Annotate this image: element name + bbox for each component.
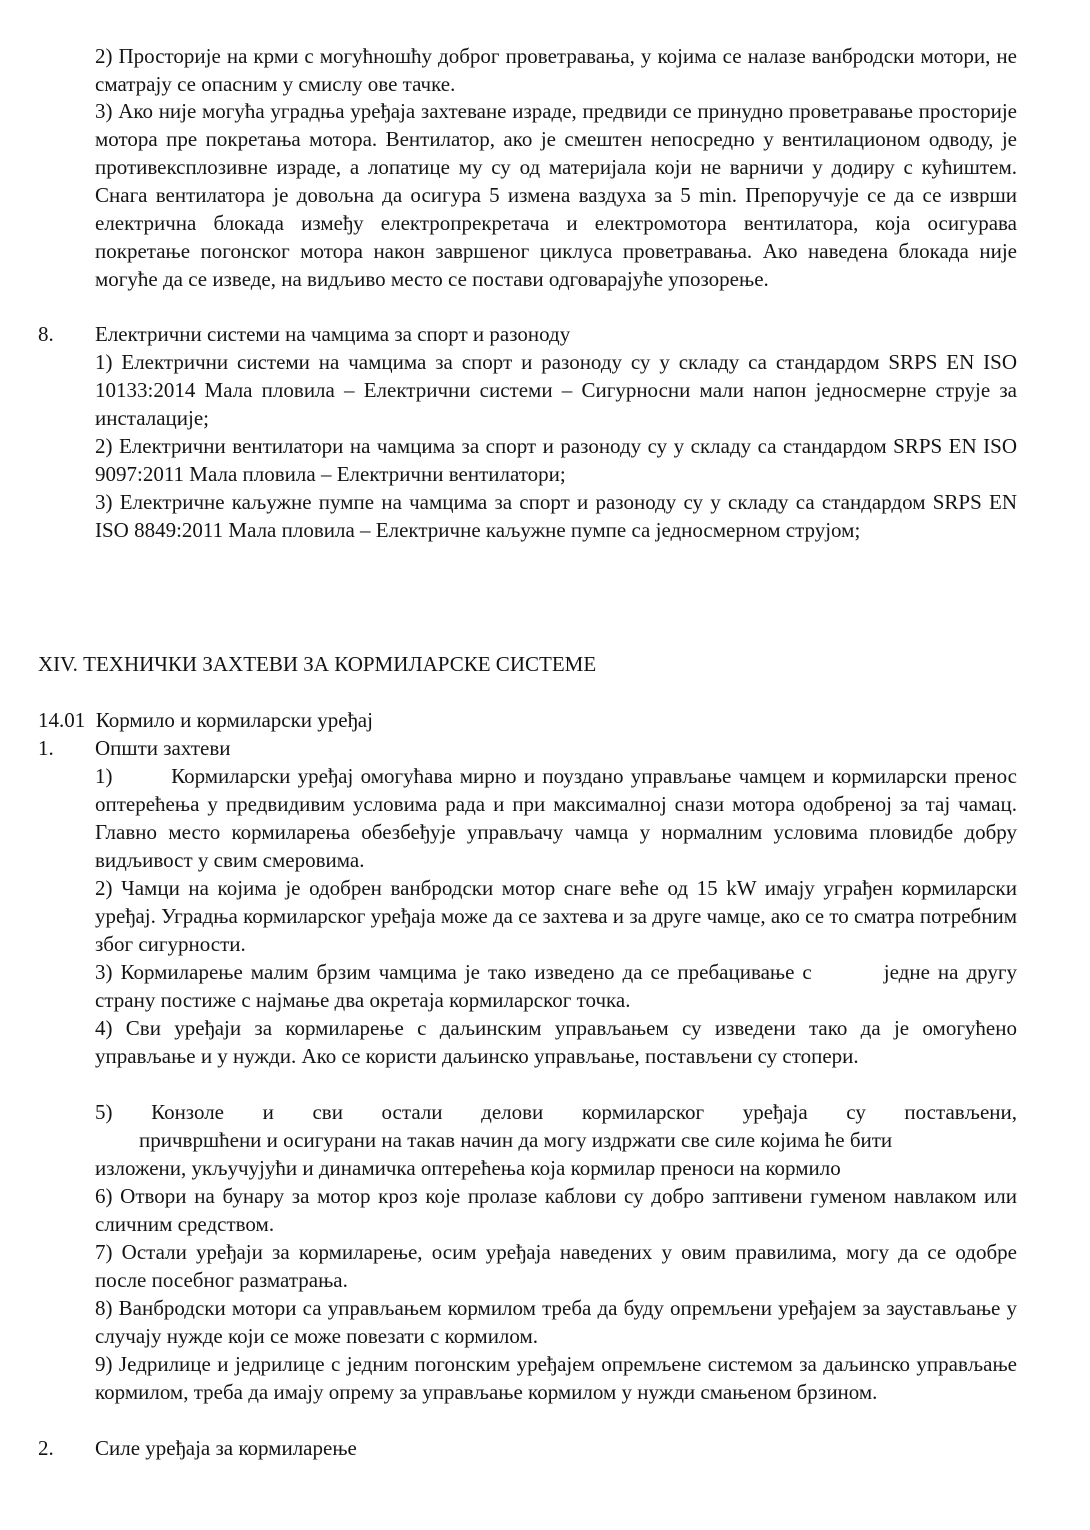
paragraph-item-2-ventilation: 2) Просторије на крми с могућношћу доброг проветравања, у којима се налазе ванбродски мотори, не сматрају се опасним у смислу ове тачке. bbox=[95, 44, 1017, 96]
list-item: 8) Ванбродски мотори са управљањем кормилом треба да буду опремљени уређајем за заустављање у случају нужде који се може повезати с кормилом. bbox=[95, 1296, 1017, 1348]
part-title: Силе уређаја за кормиларење bbox=[95, 1436, 357, 1460]
list-item: 9) Једрилице и једрилице с једним погонским уређајем опремљене системом за даљинско управљање кормилом, треба да имају опрему за управљање кормилом у нужди смањеном брзином. bbox=[95, 1352, 1017, 1404]
list-item: 4) Сви уређаји за кормиларење с даљинским управљањем су изведени тако да је омогућено управљање и у нужди. Ако се користи даљинско управљање, постављени су стопери. bbox=[95, 1016, 1017, 1068]
section-number: 8. bbox=[38, 322, 54, 346]
paragraph-item-3-forced-ventilation: 3) Ако није могућа уградња уређаја захтеване израде, предвиди се принудно проветравање просторије мотора пре покретања мотора. Вентилатор, ако је смештен непосредно у вентилационом одводу, је противексплозивне израде, а лопатице му су од материјала који не варничи у додиру с кућиштем. Снага вентилатора је довољна да осигура 5 измена ваздуха за 5 min. Препоручује се да се изврши електрична блокада између електропрекретача и електромотора вентилатора, која осигурава покретање погонског мотора након завршеног циклуса проветравања. Ако наведена блокада није могуће да се изведе, на видљиво место се постави одговарајуће упозорење. bbox=[95, 99, 1017, 291]
list-item: 2) Електрични вентилатори на чамцима за спорт и разоноду су у складу са стандардом SRPS EN ISO 9097:2011 Мала пловила – Електрични вентилатори; bbox=[95, 434, 1017, 486]
chapter-heading: XIV. ТЕХНИЧКИ ЗАХТЕВИ ЗА КОРМИЛАРСКЕ СИСТЕМЕ bbox=[38, 652, 597, 676]
section-title: Електрични системи на чамцима за спорт и разоноду bbox=[95, 322, 571, 346]
part-title: Општи захтеви bbox=[95, 736, 231, 760]
list-item-5-line-1 bbox=[95, 1098, 1017, 1126]
list-item: 1) Електрични системи на чамцима за спорт и разоноду су у складу са стандардом SRPS EN ISO 10133:2014 Мала пловила – Електрични системи – Сигурносни мали напон једносмерне струје за инсталације; bbox=[95, 350, 1017, 430]
list-item: 2) Чамци на којима је одобрен ванбродски мотор снаге веће од 15 kW имају уграђен кормиларски уређај. Уградња кормиларског уређаја може да се захтева и за друге чамце, ако се то сматра потребним због сигурности. bbox=[95, 876, 1017, 956]
list-item-5-line-3: изложени, укључујући и динамичка оптерећења која кормилар преноси на кормило bbox=[95, 1156, 841, 1180]
subsection-heading: 14.01 Кормило и кормиларски уређај bbox=[38, 708, 373, 732]
list-item: 6) Отвори на бунару за мотор кроз које пролазе каблови су добро заптивени гуменом навлаком или сличним средством. bbox=[95, 1184, 1017, 1236]
list-item: 3) Електричне каљужне пумпе на чамцима за спорт и разоноду су у складу са стандардом SRPS EN ISO 8849:2011 Мала пловила – Електричне каљужне пумпе са једносмерном струјом; bbox=[95, 490, 1017, 542]
list-item-5-line-2: причвршћени и осигурани на такав начин да могу издржати све силе којима ће бити bbox=[139, 1128, 893, 1152]
part-number: 2. bbox=[38, 1436, 54, 1460]
part-number: 1. bbox=[38, 736, 54, 760]
list-item: 7) Остали уређаји за кормиларење, осим уређаја наведених у овим правилима, могу да се одобре после посебног разматрања. bbox=[95, 1240, 1017, 1292]
list-item-text: 5) Конзоле и сви остали делови кормиларског уређаја су постављени, bbox=[95, 1100, 1017, 1124]
list-item: 3) Кормиларење малим брзим чамцима је тако изведено да се пребацивање с једне на другу страну постиже с најмање два окретаја кормиларског точка. bbox=[95, 960, 1023, 1012]
list-item: 1) Кормиларски уређај омогућава мирно и поуздано управљање чамцем и кормиларски пренос оптерећења у предвидивим условима рада и при максималној снази мотора одобреној за тај чамац. Главно место кормиларења обезбеђује управљачу чамца у нормалним условима пловидбе добру видљивост у свим смеровима. bbox=[95, 764, 1023, 872]
